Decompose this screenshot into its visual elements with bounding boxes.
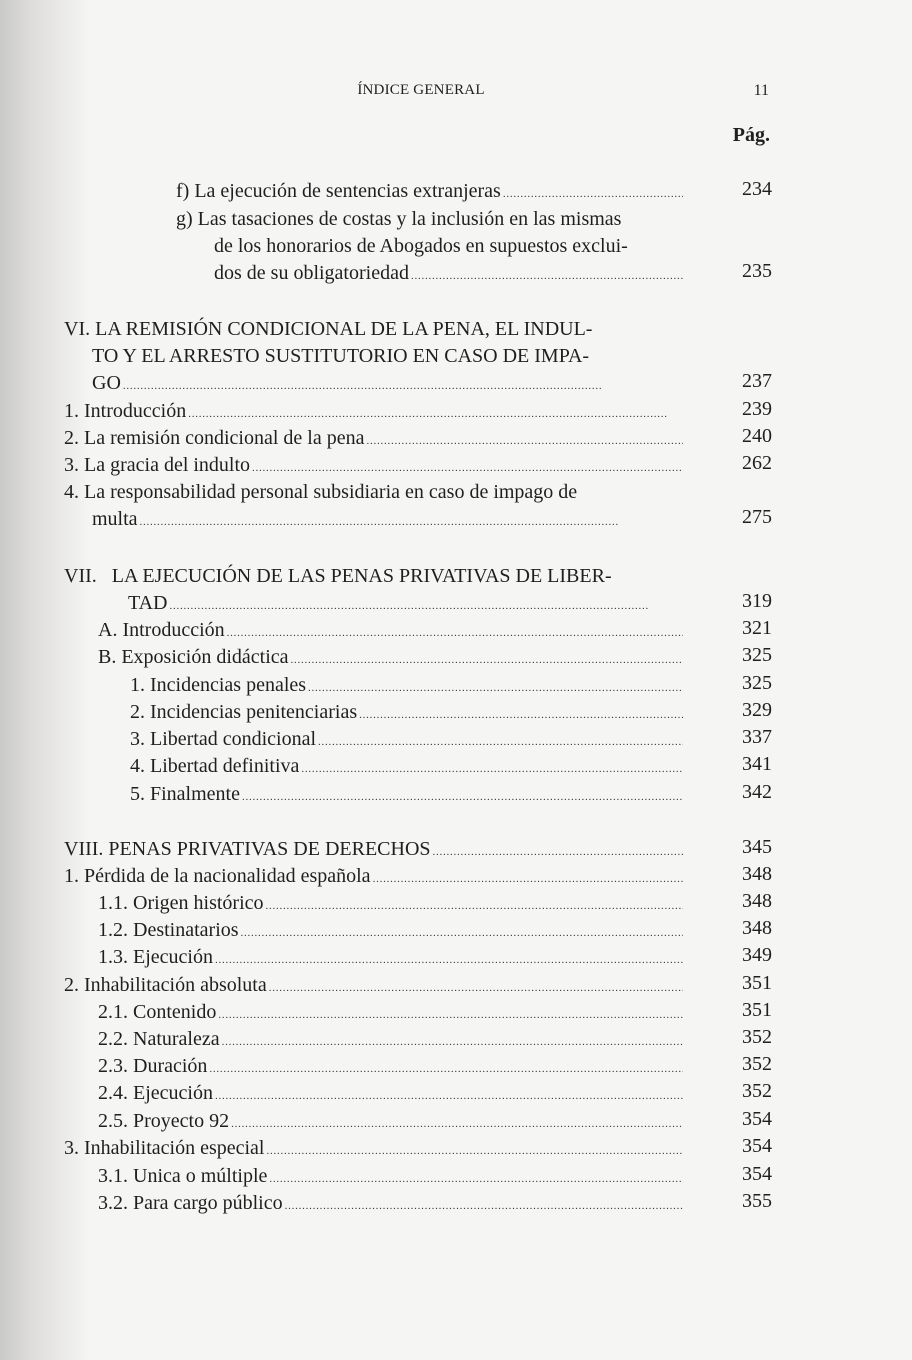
toc-leader-dots — [215, 944, 683, 974]
toc-page-number: 348 — [742, 863, 772, 885]
toc-line — [130, 672, 686, 702]
toc-leader-dots — [215, 1080, 683, 1110]
toc-entry-title: GO — [92, 372, 121, 394]
toc-line — [64, 836, 686, 866]
toc-line — [64, 425, 686, 455]
toc-page-number: 319 — [742, 590, 772, 612]
toc-line — [130, 699, 686, 729]
toc-entry-title: 1. Pérdida de la nacionalidad española — [64, 865, 371, 887]
toc-leader-dots — [503, 178, 683, 208]
toc-entry-title: 1. Introducción — [64, 400, 187, 422]
toc-entry-title: 1.2. Destinatarios — [98, 919, 239, 941]
toc-line — [92, 343, 686, 370]
toc-page-number: 325 — [742, 644, 772, 666]
toc-page-number: 235 — [742, 260, 772, 282]
toc-entry-title: 1.3. Ejecución — [98, 946, 213, 968]
toc-page-number: 337 — [742, 726, 772, 748]
toc-page-number: 341 — [742, 753, 772, 775]
toc-leader-dots — [266, 890, 683, 920]
toc-line — [98, 1163, 686, 1193]
toc-leader-dots — [285, 1190, 683, 1220]
toc-leader-dots — [308, 672, 683, 702]
toc-line — [92, 506, 686, 536]
toc-page-number: 321 — [742, 617, 772, 639]
toc-line — [98, 999, 686, 1029]
toc-page-number: 239 — [742, 398, 772, 420]
toc-page-number: 275 — [742, 506, 772, 528]
toc-entry-title: 4. Libertad definitiva — [130, 755, 300, 777]
toc-line — [128, 590, 686, 620]
toc-entry-title: TAD — [128, 592, 168, 614]
toc-leader-dots — [318, 726, 683, 756]
toc-entry-title: VI. LA REMISIÓN CONDICIONAL DE LA PENA, EL INDUL- — [64, 318, 593, 340]
toc-entry-title: 3. Inhabilitación especial — [64, 1137, 265, 1159]
toc-page-number: 355 — [742, 1190, 772, 1212]
toc-line — [98, 944, 686, 974]
toc-line — [92, 370, 686, 400]
toc-page-number: 237 — [742, 370, 772, 392]
running-header-page-number: 11 — [753, 82, 769, 99]
running-header-title: ÍNDICE GENERAL — [357, 82, 485, 98]
toc-entry-title: 3. La gracia del indulto — [64, 454, 251, 476]
toc-line — [98, 917, 686, 947]
toc-leader-dots — [433, 836, 683, 866]
toc-line — [98, 890, 686, 920]
toc-line — [98, 644, 686, 674]
toc-page-number: 354 — [742, 1163, 772, 1185]
toc-entry-title: multa — [92, 508, 138, 530]
toc-line — [64, 563, 686, 590]
toc-leader-dots — [222, 1026, 683, 1056]
toc-line — [176, 178, 686, 208]
toc-line — [130, 781, 686, 811]
toc-entry-title: 3.1. Unica o múltiple — [98, 1165, 268, 1187]
toc-entry-title: 2.1. Contenido — [98, 1001, 217, 1023]
toc-line — [130, 753, 686, 783]
toc-entry-title: A. Introducción — [98, 619, 225, 641]
toc-leader-dots — [373, 863, 683, 893]
toc-entry-title: 4. La responsabilidad personal subsidiaria en caso de impago de — [64, 481, 578, 503]
toc-page-number: 348 — [742, 917, 772, 939]
toc-entry-title: 2.3. Duración — [98, 1055, 208, 1077]
toc-leader-dots — [269, 972, 683, 1002]
toc-entry-title: g) Las tasaciones de costas y la inclusión en las mismas — [176, 208, 622, 230]
toc-page-number: 240 — [742, 425, 772, 447]
toc-leader-dots — [241, 917, 683, 947]
toc-line — [64, 398, 686, 428]
toc-page-number: 348 — [742, 890, 772, 912]
toc-line — [64, 1135, 686, 1165]
toc-page-number: 352 — [742, 1053, 772, 1075]
toc-page-number: 352 — [742, 1026, 772, 1048]
toc-entry-title: f) La ejecución de sentencias extranjeras — [176, 180, 501, 202]
toc-leader-dots — [218, 999, 683, 1029]
toc-line — [64, 316, 686, 343]
toc-page-number: 234 — [742, 178, 772, 200]
toc-page-number: 354 — [742, 1108, 772, 1130]
toc-leader-dots — [242, 781, 683, 811]
toc-page-number: 354 — [742, 1135, 772, 1157]
toc-line — [98, 1108, 686, 1138]
toc-entry-title: 5. Finalmente — [130, 783, 240, 805]
toc-entry-title: 2.2. Naturaleza — [98, 1028, 220, 1050]
toc-line — [64, 972, 686, 1002]
toc-entry-title: 2.5. Proyecto 92 — [98, 1110, 230, 1132]
toc-entry-title: de los honorarios de Abogados en supuestos exclui- — [214, 235, 628, 257]
toc-leader-dots — [291, 644, 683, 674]
toc-line — [64, 863, 686, 893]
toc-leader-dots — [252, 452, 683, 482]
toc-leader-dots — [301, 753, 683, 783]
toc-page-number: 325 — [742, 672, 772, 694]
toc-line — [176, 206, 686, 233]
toc-leader-dots — [269, 1163, 683, 1193]
toc-entry-title: 2. La remisión condicional de la pena — [64, 427, 365, 449]
toc-entry-title: 2. Incidencias penitenciarias — [130, 701, 358, 723]
toc-leader-dots — [411, 260, 683, 290]
toc-line — [98, 1080, 686, 1110]
toc-entry-title: 2. Inhabilitación absoluta — [64, 974, 267, 996]
toc-page-number: 349 — [742, 944, 772, 966]
toc-entry-title: 1. Incidencias penales — [130, 674, 307, 696]
toc-leader-dots — [140, 506, 683, 536]
toc-entry-title: VII. LA EJECUCIÓN DE LAS PENAS PRIVATIVAS DE LIBER- — [64, 565, 612, 587]
toc-entry-title: 2.4. Ejecución — [98, 1082, 213, 1104]
toc-leader-dots — [359, 699, 683, 729]
toc-entry-title: dos de su obligatoriedad — [214, 262, 409, 284]
toc-leader-dots — [231, 1108, 683, 1138]
toc-line — [130, 726, 686, 756]
toc-line — [64, 452, 686, 482]
toc-leader-dots — [227, 617, 683, 647]
toc-leader-dots — [188, 398, 683, 428]
toc-entry-title: 1.1. Origen histórico — [98, 892, 264, 914]
toc-leader-dots — [170, 590, 683, 620]
toc-page-number: 342 — [742, 781, 772, 803]
toc-leader-dots — [266, 1135, 683, 1165]
toc-line — [214, 260, 686, 290]
toc-entry-title: B. Exposición didáctica — [98, 646, 289, 668]
toc-line — [214, 233, 686, 260]
toc-line — [98, 1026, 686, 1056]
toc-page-number: 352 — [742, 1080, 772, 1102]
toc-entry-title: 3.2. Para cargo público — [98, 1192, 283, 1214]
toc-page-number: 351 — [742, 999, 772, 1021]
toc-entry-title: 3. Libertad condicional — [130, 728, 317, 750]
toc-page-number: 262 — [742, 452, 772, 474]
toc-line — [98, 1053, 686, 1083]
toc-line — [98, 1190, 686, 1220]
toc-leader-dots — [366, 425, 683, 455]
toc-line — [64, 479, 686, 506]
toc-leader-dots — [123, 370, 683, 400]
toc-entry-title: TO Y EL ARRESTO SUSTITUTORIO EN CASO DE IMPA- — [92, 345, 590, 367]
toc-page-number: 345 — [742, 836, 772, 858]
toc-page-number: 329 — [742, 699, 772, 721]
toc-page-number: 351 — [742, 972, 772, 994]
page-column-label: Pág. — [732, 124, 770, 146]
toc-leader-dots — [209, 1053, 683, 1083]
toc-entry-title: VIII. PENAS PRIVATIVAS DE DERECHOS — [64, 838, 431, 860]
toc-line — [98, 617, 686, 647]
